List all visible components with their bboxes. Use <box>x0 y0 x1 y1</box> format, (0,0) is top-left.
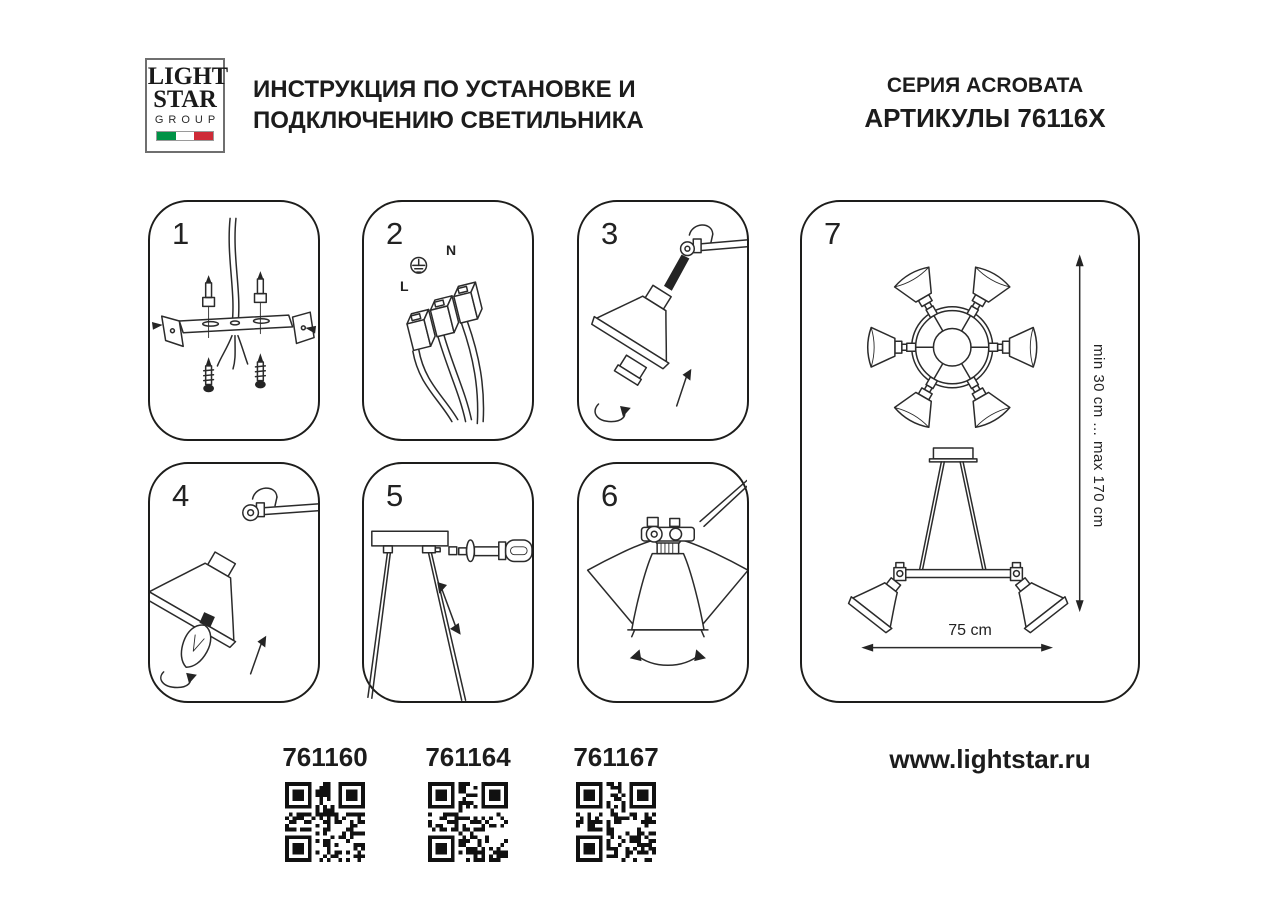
page-title <box>253 74 713 136</box>
article-group <box>277 742 373 862</box>
panel-number: 2 <box>386 216 404 251</box>
panel-number: 5 <box>386 478 404 513</box>
logo-star-text: STAR <box>153 86 217 113</box>
qr-code <box>576 782 656 862</box>
up-arrow-icon <box>677 374 688 406</box>
panel-number: 4 <box>172 478 190 513</box>
height-dimension-label: min 30 cm ... max 170 cm <box>1090 344 1107 528</box>
width-dimension-label: 75 cm <box>948 622 992 639</box>
article-code: 761160 <box>282 742 368 772</box>
article-group <box>568 742 664 862</box>
series-label: СЕРИЯ ACROBATA <box>886 74 1084 97</box>
panel-number: 6 <box>601 478 619 513</box>
title-line-1: ИНСТРУКЦИЯ ПО УСТАНОВКЕ И <box>253 76 636 103</box>
up-arrow-icon <box>251 641 263 674</box>
title-line-2: ПОДКЛЮЧЕНИЮ СВЕТИЛЬНИКА <box>253 107 644 134</box>
panel-3 <box>577 200 749 441</box>
lightstar-logo <box>145 58 229 153</box>
rotate-arrow-icon <box>161 672 191 688</box>
earth-icon <box>411 258 427 274</box>
socket-ring <box>614 354 648 385</box>
articles-label: АРТИКУЛЫ 76116X <box>864 103 1106 133</box>
website-url: www.lightstar.ru <box>889 744 1091 774</box>
qr-code <box>285 782 365 862</box>
article-group <box>420 742 516 862</box>
panel-2 <box>362 200 534 441</box>
height-dimension-arrow <box>1076 254 1084 612</box>
panel-number: 3 <box>601 216 619 251</box>
qr-code <box>428 782 508 862</box>
width-dimension-arrow <box>861 644 1053 652</box>
panel-4 <box>148 462 320 703</box>
panel-1 <box>148 200 320 441</box>
panel-number: 7 <box>824 216 842 251</box>
logo-light-text: LIGHT <box>147 63 229 90</box>
panel-6 <box>577 462 749 703</box>
chandelier-top-view <box>868 264 1037 430</box>
article-code: 761164 <box>425 742 511 772</box>
chandelier-side-view <box>847 448 1069 634</box>
article-code: 761167 <box>573 742 659 772</box>
terminal-label-l: L <box>400 278 409 294</box>
panel-5 <box>362 462 534 703</box>
logo-group-text: GROUP <box>154 114 221 126</box>
panel-7 <box>800 200 1140 703</box>
screwdriver <box>449 540 532 561</box>
panel-number: 1 <box>172 216 190 251</box>
series-block <box>840 74 1130 133</box>
terminal-label-n: N <box>446 242 457 258</box>
italy-flag-icon <box>156 131 214 141</box>
swivel-arrow-icon <box>636 654 700 665</box>
